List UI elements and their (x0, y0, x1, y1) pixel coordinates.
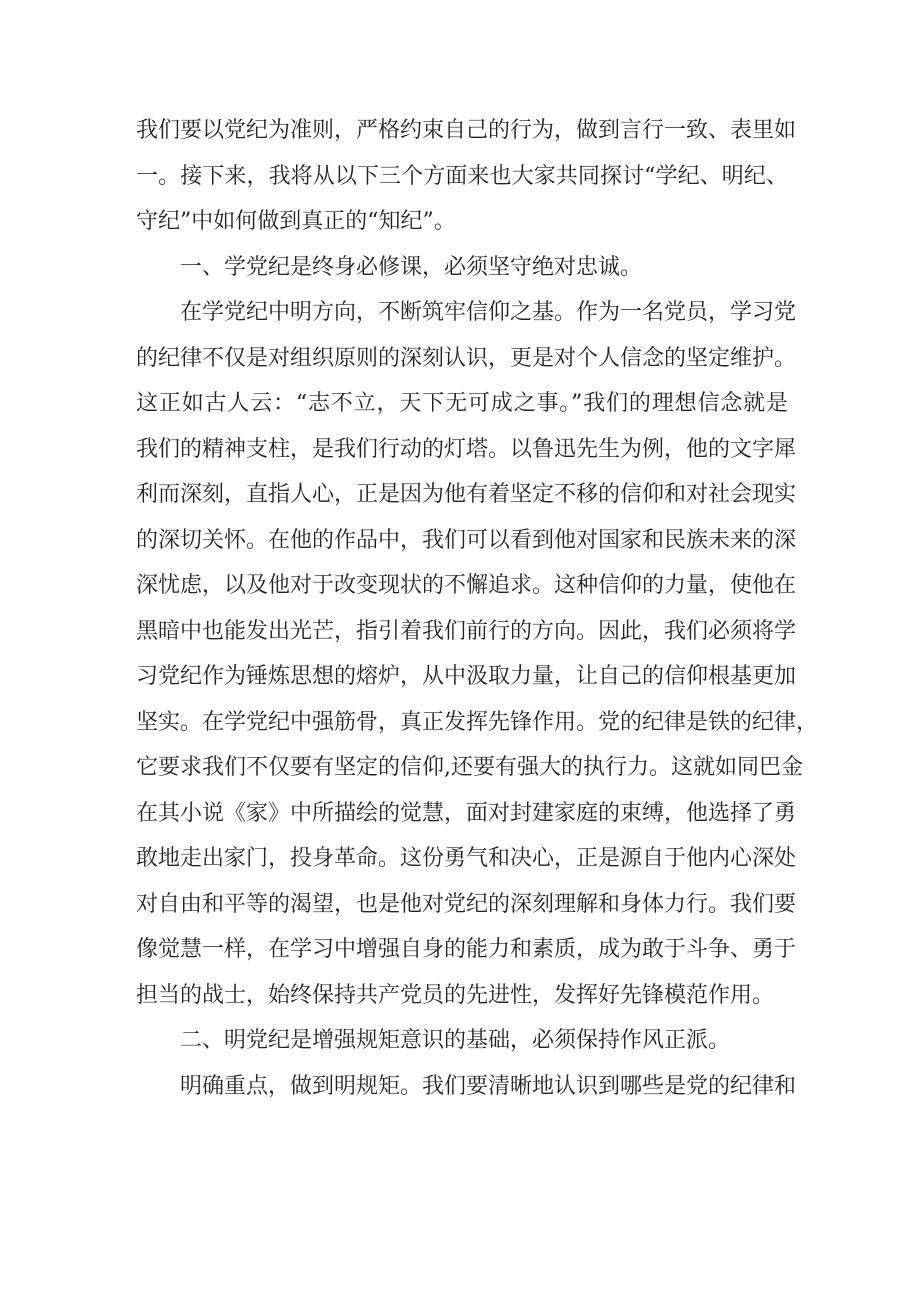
paragraph-line: 坚实。在学党纪中强筋骨，真正发挥先锋作用。党的纪律是铁的纪律， (136, 709, 819, 735)
paragraph-line: 明确重点，做到明规矩。我们要清晰地认识到哪些是党的纪律和 (180, 1073, 797, 1099)
paragraph-line: 利而深刻，直指人心，正是因为他有着坚定不移的信仰和对社会现实 (136, 482, 797, 507)
paragraph-line: 的深切关怀。在他的作品中，我们可以看到他对国家和民族未来的深 (136, 527, 797, 553)
paragraph-line: 像觉慧一样，在学习中增强自身的能力和素质，成为敢于斗争、勇于 (136, 937, 797, 962)
paragraph-line: 一。接下来，我将从以下三个方面来也大家共同探讨“学纪、明纪、 (136, 163, 788, 189)
paragraph-line: 对自由和平等的渴望，也是他对党纪的深刻理解和身体力行。我们要 (136, 891, 797, 917)
paragraph-line: 我们要以党纪为准则，严格约束自己的行为，做到言行一致、表里如 (136, 118, 797, 143)
document-body (136, 108, 819, 1109)
paragraph-line: 深忧虑，以及他对于改变现状的不懈追求。这种信仰的力量，使他在 (136, 573, 797, 598)
paragraph-line: 黑暗中也能发出光芒，指引着我们前行的方向。因此，我们必须将学 (136, 618, 797, 644)
paragraph-line: 在其小说《家》中所描绘的觉慧，面对封建家庭的束缚，他选择了勇 (136, 800, 797, 826)
paragraph-line: 敢地走出家门，投身革命。这份勇气和决心，正是源自于他内心深处 (136, 846, 797, 871)
paragraph-line: 守纪”中如何做到真正的“知纪”。 (136, 209, 456, 234)
paragraph-line: 的纪律不仅是对组织原则的深刻认识，更是对个人信念的坚定维护。 (136, 345, 797, 371)
paragraph-line: 我们的精神支柱，是我们行动的灯塔。以鲁迅先生为例，他的文字犀 (136, 436, 797, 462)
paragraph-line: 担当的战士，始终保持共产党员的先进性，发挥好先锋模范作用。 (136, 982, 775, 1008)
paragraph-line: 习党纪作为锤炼思想的熔炉，从中汲取力量，让自己的信仰根基更加 (136, 664, 797, 689)
paragraph-line: 在学党纪中明方向，不断筑牢信仰之基。作为一名党员，学习党 (180, 300, 797, 325)
paragraph-line: 它要求我们不仅要有坚定的信仰,还要有强大的执行力。这就如同巴金 (136, 755, 803, 780)
paragraph-line: 这正如古人云：“志不立，天下无可成之事。”我们的理想信念就是 (136, 391, 788, 416)
section-heading-1: 一、学党纪是终身必修课，必须坚守绝对忠诚。 (180, 254, 643, 280)
section-heading-2: 二、明党纪是增强规矩意识的基础，必须保持作风正派。 (180, 1028, 731, 1053)
